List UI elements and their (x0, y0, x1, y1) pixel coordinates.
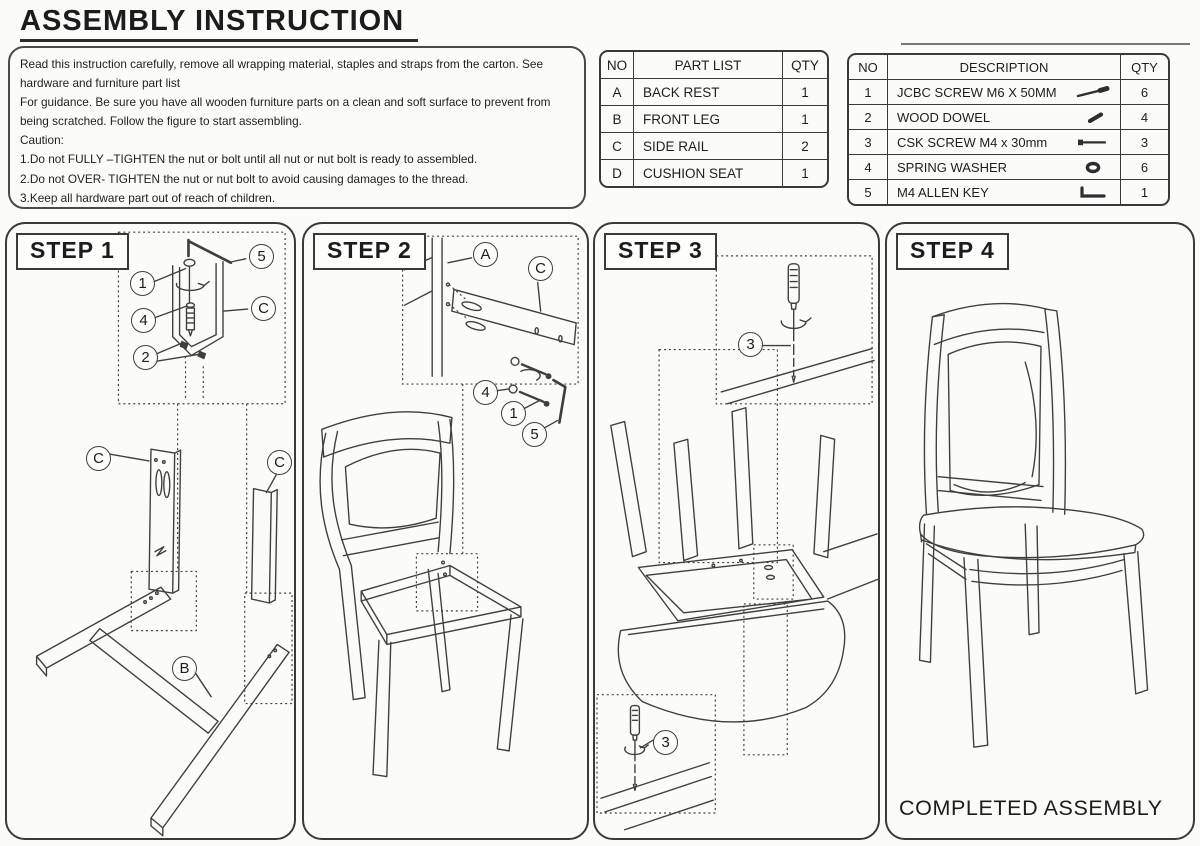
header-qty: QTY (782, 52, 827, 78)
cell-no: B (612, 111, 622, 127)
callout-back-rest: A (473, 242, 498, 267)
table-row (601, 105, 827, 132)
cell-qty: 1 (782, 79, 827, 105)
cell-part: BACK REST (633, 79, 782, 105)
cell-part: FRONT LEG (633, 106, 782, 132)
step3-label: STEP 3 (604, 233, 717, 270)
step2-panel (302, 222, 589, 840)
table-row (849, 154, 1168, 179)
part-list-table (599, 50, 829, 188)
intro-line: hardware and furniture part list (20, 76, 180, 91)
callout-allen-key: 5 (249, 244, 274, 269)
step1-label: STEP 1 (16, 233, 129, 270)
intro-line: being scratched. Follow the figure to start assembling. (20, 114, 302, 129)
callout-side-rail: C (251, 296, 276, 321)
table-header-row (849, 55, 1168, 79)
allen-key-icon (1074, 186, 1112, 199)
hardware-label: WOOD DOWEL (897, 109, 991, 125)
spring-washer-icon (1074, 161, 1112, 174)
header-no: NO (858, 59, 878, 75)
cell-no: C (612, 138, 622, 154)
table-row (849, 79, 1168, 104)
callout-screw: 1 (501, 401, 526, 426)
cell-qty: 6 (1120, 80, 1168, 104)
cell-description (887, 155, 1120, 179)
hardware-table (847, 53, 1170, 206)
cell-no: A (612, 84, 622, 100)
callout-side-rail: C (528, 256, 553, 281)
cell-qty: 1 (1120, 180, 1168, 204)
cell-description (887, 130, 1120, 154)
step4-illustration (887, 224, 1193, 838)
cell-no: 5 (864, 184, 872, 200)
cell-no: 1 (864, 84, 872, 100)
step2-illustration (304, 224, 587, 838)
intro-line: Read this instruction carefully, remove all wrapping material, staples and straps from the carton. See (20, 57, 544, 71)
table-row (601, 132, 827, 159)
hardware-label: SPRING WASHER (897, 159, 1008, 175)
cell-part: SIDE RAIL (633, 133, 782, 159)
callout-allen-key: 5 (522, 422, 547, 447)
cell-qty: 2 (782, 133, 827, 159)
csk-screw-icon (1074, 136, 1112, 149)
intro-line: 1.Do not FULLY –TIGHTEN the nut or bolt until all nut or nut bolt is ready to assembled. (20, 152, 478, 167)
cell-description (887, 180, 1120, 204)
step2-label: STEP 2 (313, 233, 426, 270)
intro-line: 3.Keep all hardware part out of reach of children. (20, 190, 276, 205)
page-title: ASSEMBLY INSTRUCTION (20, 5, 418, 42)
callout-washer: 4 (131, 308, 156, 333)
intro-instructions-box (8, 46, 586, 209)
callout-side-rail: C (267, 450, 292, 475)
header-qty: QTY (1120, 55, 1168, 79)
table-row (849, 104, 1168, 129)
cell-no: 3 (864, 134, 872, 150)
wood-dowel-icon (1074, 111, 1112, 124)
step3-panel (593, 222, 880, 840)
callout-dowel: 2 (133, 345, 158, 370)
table-row (849, 129, 1168, 154)
intro-line: Caution: (20, 133, 64, 148)
table-row (601, 78, 827, 105)
callout-washer: 4 (473, 380, 498, 405)
callout-front-leg: B (172, 656, 197, 681)
callout-side-rail: C (86, 446, 111, 471)
cell-qty: 6 (1120, 155, 1168, 179)
cell-qty: 1 (782, 106, 827, 132)
cell-qty: 4 (1120, 105, 1168, 129)
cell-description (887, 105, 1120, 129)
cell-qty: 1 (782, 160, 827, 186)
header-part-list: PART LIST (633, 52, 782, 78)
callout-csk-screw: 3 (653, 730, 678, 755)
header-description: DESCRIPTION (887, 55, 1120, 79)
table-row (849, 179, 1168, 204)
callout-screw: 1 (130, 271, 155, 296)
step1-panel (5, 222, 296, 840)
cell-no: 4 (864, 159, 872, 175)
table-row (601, 159, 827, 186)
step4-label: STEP 4 (896, 233, 1009, 270)
table-header-row (601, 52, 827, 78)
step4-panel (885, 222, 1195, 840)
jcbc-screw-icon (1074, 86, 1112, 99)
cell-qty: 3 (1120, 130, 1168, 154)
hardware-label: CSK SCREW M4 x 30mm (897, 134, 1048, 150)
step3-illustration (595, 224, 878, 838)
hardware-label: M4 ALLEN KEY (897, 184, 989, 200)
cell-no: D (612, 165, 622, 181)
callout-csk-screw: 3 (738, 332, 763, 357)
divider-line (901, 43, 1190, 45)
intro-line: 2.Do not OVER- TIGHTEN the nut or nut bolt to avoid causing damages to the thread. (20, 171, 469, 186)
header-no: NO (606, 57, 628, 73)
intro-line: For guidance. Be sure you have all wooden furniture parts on a clean and soft surface to prevent from (20, 95, 551, 110)
hardware-label: JCBC SCREW M6 X 50MM (897, 84, 1057, 100)
completed-assembly-caption: COMPLETED ASSEMBLY (899, 796, 1163, 820)
cell-no: 2 (864, 109, 872, 125)
cell-description (887, 80, 1120, 104)
cell-part: CUSHION SEAT (633, 160, 782, 186)
